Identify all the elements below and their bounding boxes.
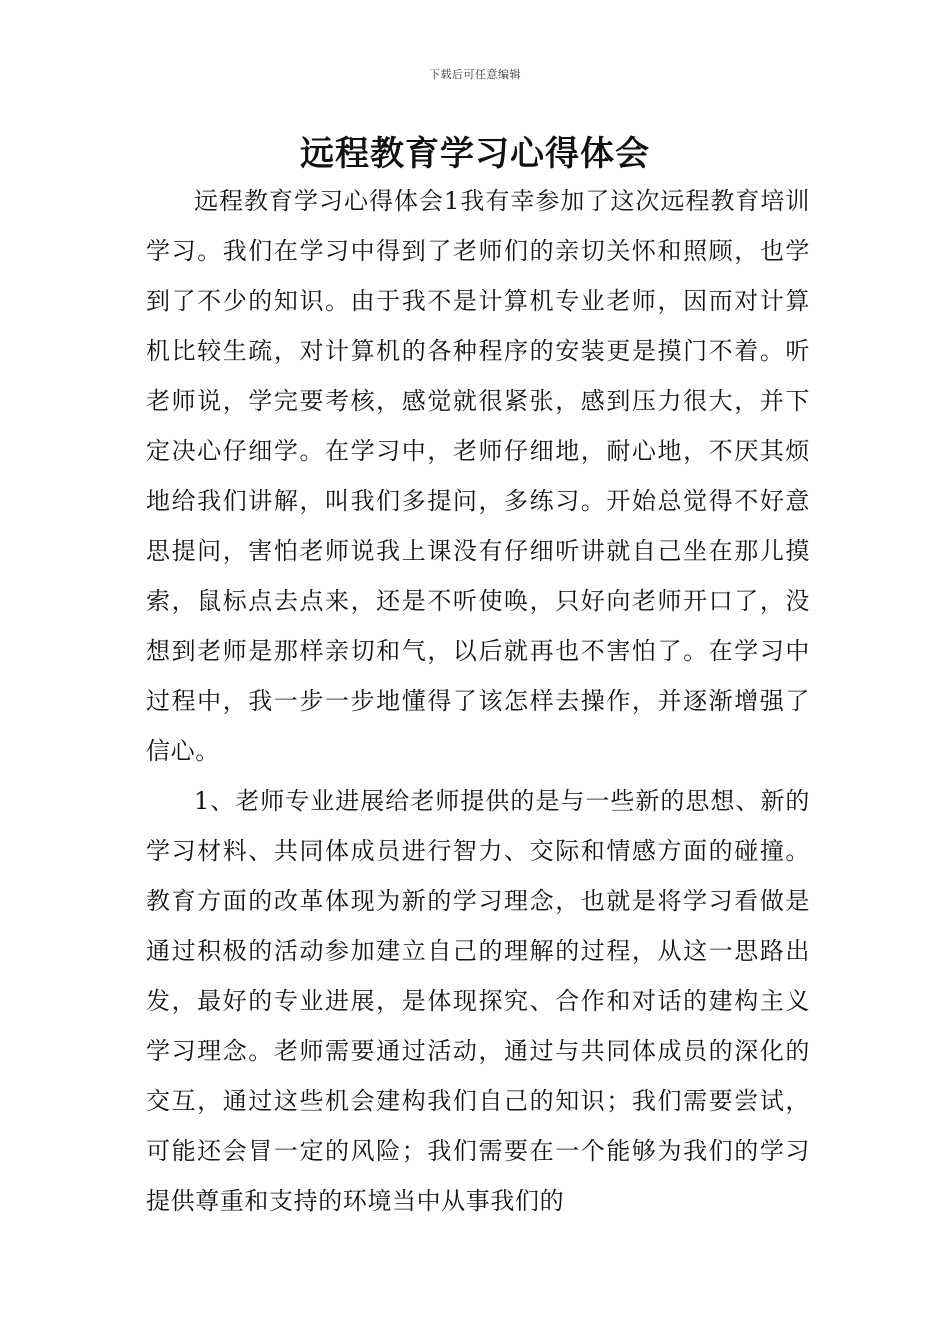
body-paragraph-1: 远程教育学习心得体会1我有幸参加了这次远程教育培训学习。我们在学习中得到了老师们的亲切关怀和照顾，也学到了不少的知识。由于我不是计算机专业老师，因而对计算机比较生疏，对计算机的各种程序的安装更是摸门不着。听老师说，学完要考核，感觉就很紧张，感到压力很大，并下定决心仔细学。在学习中，老师仔细地，耐心地，不厌其烦地给我们讲解，叫我们多提问，多练习。开始总觉得不好意思提问，害怕老师说我上课没有仔细听讲就自己坐在那儿摸索，鼠标点去点来，还是不听使唤，只好向老师开口了，没想到老师是那样亲切和气，以后就再也不害怕了。在学习中过程中，我一步一步地懂得了该怎样去操作，并逐渐增强了信心。 <box>146 187 810 765</box>
document-title: 远程教育学习心得体会 <box>300 134 650 174</box>
header-note: 下载后可任意编辑 <box>429 68 521 81</box>
document-body <box>146 176 810 1226</box>
body-paragraph-2: 1、老师专业进展给老师提供的是与一些新的思想、新的学习材料、共同体成员进行智力、交际和情感方面的碰撞。教育方面的改革体现为新的学习理念，也就是将学习看做是通过积极的活动参加建立自己的理解的过程，从这一思路出发，最好的专业进展，是体现探究、合作和对话的建构主义学习理念。老师需要通过活动，通过与共同体成员的深化的交互，通过这些机会建构我们自己的知识；我们需要尝试，可能还会冒一定的风险；我们需要在一个能够为我们的学习提供尊重和支持的环境当中从事我们的 <box>146 787 810 1215</box>
